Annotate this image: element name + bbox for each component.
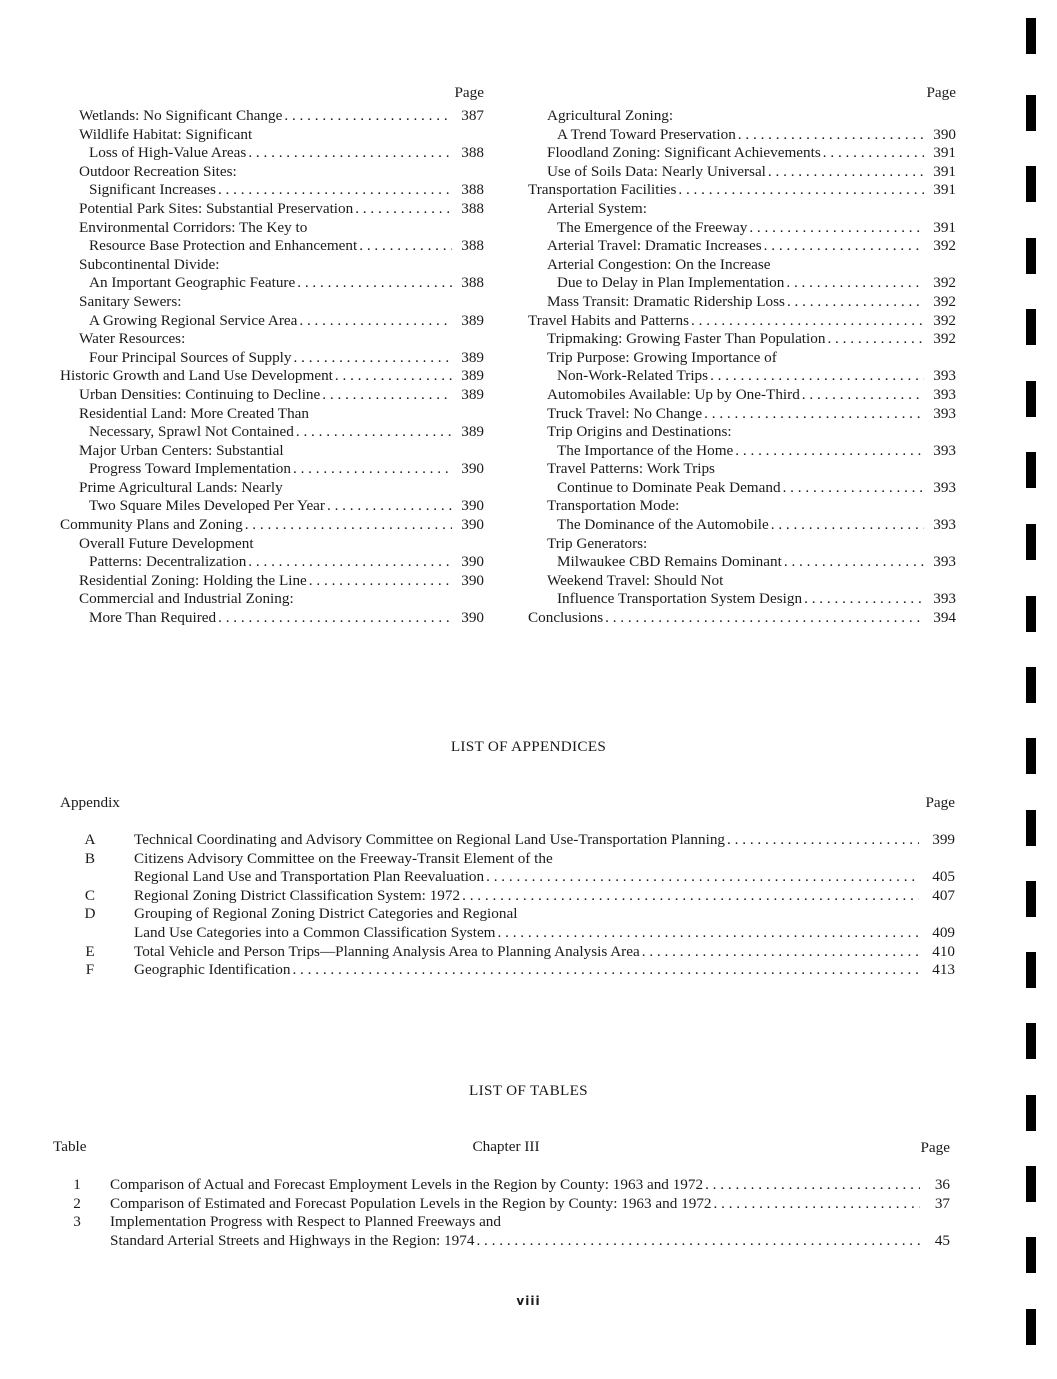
toc-entry-title: Floodland Zoning: Significant Achievements <box>547 144 821 162</box>
page-column-header: Page <box>454 84 484 101</box>
toc-entry <box>60 516 484 535</box>
toc-entry <box>528 535 956 554</box>
appendix-row-title: Regional Land Use and Transportation Plan Reevaluation <box>134 868 485 886</box>
toc-entry <box>60 126 484 145</box>
dot-leader <box>703 1176 920 1195</box>
toc-entry <box>528 497 956 516</box>
dot-leader <box>320 386 452 405</box>
dot-leader <box>784 274 924 293</box>
toc-entry-title: Trip Generators: <box>547 534 648 552</box>
toc-entry-page: 390 <box>461 609 484 627</box>
toc-entry-title: Resource Base Protection and Enhancement <box>89 237 358 255</box>
toc-entry <box>528 609 956 628</box>
dot-leader <box>216 181 452 200</box>
appendix-row-title: Regional Zoning District Classification System: 1972 <box>134 886 461 904</box>
edge-mark <box>1026 596 1036 632</box>
toc-entry <box>60 163 484 182</box>
toc-entry-title: Automobiles Available: Up by One-Third <box>547 385 800 403</box>
toc-entry <box>60 237 484 256</box>
dot-leader <box>484 868 919 887</box>
dot-leader <box>216 609 452 628</box>
dot-leader <box>802 590 924 609</box>
toc-entry <box>528 200 956 219</box>
appendix-row <box>60 887 955 906</box>
toc-entry-title: More Than Required <box>89 609 217 627</box>
toc-entry <box>60 535 484 554</box>
dot-leader <box>294 423 452 442</box>
appendix-row-key: E <box>85 942 95 960</box>
toc-entry <box>60 609 484 628</box>
table-page-label: Page <box>920 1139 950 1156</box>
dot-leader <box>781 479 924 498</box>
toc-entry-page: 388 <box>461 274 484 292</box>
edge-mark <box>1026 95 1036 131</box>
toc-entry <box>60 330 484 349</box>
table-column-label: Table <box>53 1138 87 1155</box>
dot-leader <box>246 553 452 572</box>
table-row-title: Implementation Progress with Respect to Planned Freeways and <box>110 1213 501 1231</box>
table-row-key: 2 <box>73 1194 81 1212</box>
appendix-list <box>60 831 955 980</box>
table-row-page: 45 <box>934 1231 950 1249</box>
appendix-row <box>60 831 955 850</box>
edge-mark <box>1026 1095 1036 1131</box>
toc-entry-page: 394 <box>933 609 956 627</box>
appendix-row-key: D <box>84 905 96 923</box>
toc-entry-page: 388 <box>461 144 484 162</box>
toc-entry-page: 390 <box>933 125 956 143</box>
toc-entry <box>60 479 484 498</box>
dot-leader <box>800 386 924 405</box>
toc-entry-page: 393 <box>933 516 956 534</box>
toc-entry-title: Residential Zoning: Holding the Line <box>79 571 307 589</box>
contents-right-column <box>528 84 956 628</box>
toc-entry-title: Environmental Corridors: The Key to <box>79 218 308 236</box>
toc-entry-page: 387 <box>461 107 484 124</box>
dot-leader <box>246 144 452 163</box>
contents-right-list <box>528 107 956 628</box>
dot-leader <box>725 831 919 850</box>
dot-leader <box>821 144 924 163</box>
toc-entry-title: Wildlife Habitat: Significant <box>79 125 253 143</box>
toc-entry-title: Four Principal Sources of Supply <box>89 348 292 366</box>
toc-entry-title: Tripmaking: Growing Faster Than Population <box>547 330 826 348</box>
toc-entry-title: Sanitary Sewers: <box>79 292 182 310</box>
tables-title: LIST OF TABLES <box>469 1082 588 1099</box>
edge-mark <box>1026 1309 1036 1345</box>
appendix-row-title: Grouping of Regional Zoning District Categories and Regional <box>134 905 518 923</box>
toc-entry-title: Mass Transit: Dramatic Ridership Loss <box>547 292 785 310</box>
edge-mark <box>1026 524 1036 560</box>
dot-leader <box>702 405 924 424</box>
dot-leader <box>782 553 924 572</box>
appendix-row-key: B <box>84 849 96 867</box>
toc-entry-title: The Dominance of the Automobile <box>557 516 769 534</box>
appendix-row-title: Citizens Advisory Committee on the Freeway-Transit Element of the <box>134 849 553 867</box>
toc-entry <box>528 293 956 312</box>
toc-entry-title: Travel Habits and Patterns <box>528 311 689 329</box>
toc-entry-title: Subcontinental Divide: <box>79 255 220 273</box>
appendix-row-title: Technical Coordinating and Advisory Committee on Regional Land Use-Transportation Planning <box>134 831 726 848</box>
toc-entry <box>60 590 484 609</box>
dot-leader <box>733 442 924 461</box>
toc-entry <box>60 405 484 424</box>
table-row <box>60 1213 950 1232</box>
toc-entry <box>528 553 956 572</box>
toc-entry <box>528 274 956 293</box>
dot-leader <box>769 516 924 535</box>
toc-entry-title: Milwaukee CBD Remains Dominant <box>557 553 782 571</box>
toc-entry-title: Trip Origins and Destinations: <box>547 423 732 441</box>
toc-entry-title: Trip Purpose: Growing Importance of <box>547 348 777 366</box>
toc-entry-title: The Importance of the Home <box>557 441 734 459</box>
edge-mark <box>1026 667 1036 703</box>
toc-entry <box>60 349 484 368</box>
appendix-row <box>60 961 955 980</box>
dot-leader <box>747 219 924 238</box>
toc-entry-title: Travel Patterns: Work Trips <box>547 460 715 478</box>
toc-entry-page: 390 <box>461 460 484 478</box>
toc-entry-page: 390 <box>461 497 484 515</box>
toc-entry <box>528 590 956 609</box>
toc-entry-title: Urban Densities: Continuing to Decline <box>79 385 321 403</box>
appendix-row-page: 410 <box>932 942 955 960</box>
toc-entry-title: Wetlands: No Significant Change <box>79 107 283 124</box>
dot-leader <box>496 924 920 943</box>
toc-entry-title: Outdoor Recreation Sites: <box>79 162 237 180</box>
toc-entry-title: Community Plans and Zoning <box>60 516 243 534</box>
toc-entry <box>60 386 484 405</box>
appendix-column-label: Appendix <box>60 794 120 811</box>
toc-entry <box>60 312 484 331</box>
toc-entry-title: Transportation Facilities <box>528 181 677 199</box>
toc-entry-title: An Important Geographic Feature <box>89 274 296 292</box>
dot-leader <box>290 961 919 980</box>
toc-entry-title: A Growing Regional Service Area <box>89 311 298 329</box>
appendix-row-page: 399 <box>932 831 955 848</box>
toc-entry <box>60 181 484 200</box>
toc-entry-title: Due to Delay in Plan Implementation <box>557 274 785 292</box>
toc-entry <box>528 516 956 535</box>
toc-entry-title: Potential Park Sites: Substantial Preservation <box>79 199 354 217</box>
dot-leader <box>282 107 452 126</box>
dot-leader <box>295 274 452 293</box>
toc-entry-page: 389 <box>461 348 484 366</box>
dot-leader <box>785 293 924 312</box>
toc-entry <box>528 367 956 386</box>
toc-entry <box>528 349 956 368</box>
toc-entry-title: Conclusions <box>528 609 604 627</box>
toc-entry-title: Residential Land: More Created Than <box>79 404 309 422</box>
toc-entry <box>60 460 484 479</box>
dot-leader <box>460 887 919 906</box>
toc-entry <box>528 460 956 479</box>
toc-entry <box>528 219 956 238</box>
toc-entry-title: Loss of High-Value Areas <box>89 144 247 162</box>
dot-leader <box>736 126 924 145</box>
edge-mark <box>1026 1023 1036 1059</box>
dot-leader <box>708 367 924 386</box>
toc-entry-page: 388 <box>461 181 484 199</box>
table-row-title: Standard Arterial Streets and Highways in the Region: 1974 <box>110 1231 475 1249</box>
edge-mark <box>1026 452 1036 488</box>
dot-leader <box>689 312 924 331</box>
toc-entry <box>528 126 956 145</box>
toc-entry <box>528 237 956 256</box>
toc-entry-title: Necessary, Sprawl Not Contained <box>89 423 294 441</box>
appendix-row-key: C <box>84 886 96 904</box>
table-list <box>60 1176 950 1250</box>
toc-entry-title: The Emergence of the Freeway <box>557 218 748 236</box>
toc-entry-page: 391 <box>933 181 956 199</box>
toc-entry <box>60 423 484 442</box>
appendix-row-page: 409 <box>932 923 955 941</box>
toc-entry-page: 388 <box>461 199 484 217</box>
toc-entry-title: Continue to Dominate Peak Demand <box>557 478 781 496</box>
dot-leader <box>766 163 924 182</box>
dot-leader <box>603 609 924 628</box>
table-row-page: 37 <box>934 1194 950 1212</box>
toc-entry <box>528 312 956 331</box>
toc-entry <box>60 144 484 163</box>
toc-entry-page: 393 <box>933 553 956 571</box>
toc-entry-page: 392 <box>933 274 956 292</box>
page-number: viii <box>516 1294 541 1308</box>
table-row-key: 1 <box>73 1176 81 1193</box>
toc-entry <box>60 107 484 126</box>
toc-entry <box>528 479 956 498</box>
toc-entry <box>60 256 484 275</box>
toc-entry-page: 393 <box>933 367 956 385</box>
appendix-page-label: Page <box>925 794 955 811</box>
toc-entry-title: Weekend Travel: Should Not <box>547 571 724 589</box>
edge-mark <box>1026 810 1036 846</box>
scan-edge-marks <box>1026 0 1046 1379</box>
toc-entry-page: 390 <box>461 516 484 534</box>
appendix-row-key: A <box>84 831 96 848</box>
toc-entry <box>528 442 956 461</box>
table-row <box>60 1232 950 1251</box>
toc-entry <box>60 367 484 386</box>
dot-leader <box>307 572 452 591</box>
appendix-row <box>60 850 955 869</box>
toc-entry-page: 392 <box>933 237 956 255</box>
toc-entry-title: Prime Agricultural Lands: Nearly <box>79 478 283 496</box>
table-row <box>60 1195 950 1214</box>
toc-entry-title: Commercial and Industrial Zoning: <box>79 590 294 608</box>
appendices-title: LIST OF APPENDICES <box>450 738 607 755</box>
toc-entry-title: Truck Travel: No Change <box>547 404 703 422</box>
toc-entry-page: 391 <box>933 162 956 180</box>
edge-mark <box>1026 738 1036 774</box>
toc-entry <box>528 256 956 275</box>
toc-entry-title: Arterial Travel: Dramatic Increases <box>547 237 762 255</box>
toc-entry-title: Major Urban Centers: Substantial <box>79 441 284 459</box>
appendix-row <box>60 905 955 924</box>
edge-mark <box>1026 309 1036 345</box>
toc-entry <box>60 442 484 461</box>
dot-leader <box>333 367 452 386</box>
page-column-header: Page <box>926 84 956 101</box>
toc-entry <box>60 572 484 591</box>
toc-entry <box>60 293 484 312</box>
dot-leader <box>762 237 924 256</box>
toc-entry-title: Agricultural Zoning: <box>547 107 674 124</box>
toc-entry-page: 393 <box>933 478 956 496</box>
edge-mark <box>1026 381 1036 417</box>
appendix-row-page: 413 <box>932 961 955 979</box>
table-row <box>60 1176 950 1195</box>
toc-entry-page: 389 <box>461 385 484 403</box>
toc-entry-title: Significant Increases <box>89 181 216 199</box>
appendix-row-title: Geographic Identification <box>134 961 291 979</box>
toc-entry <box>60 274 484 293</box>
toc-entry-title: Historic Growth and Land Use Development <box>60 367 333 385</box>
table-row-key: 3 <box>73 1213 81 1231</box>
edge-mark <box>1026 881 1036 917</box>
appendix-row-page: 407 <box>932 886 955 904</box>
dot-leader <box>243 516 452 535</box>
toc-entry <box>60 497 484 516</box>
toc-entry-page: 390 <box>461 571 484 589</box>
toc-entry-page: 389 <box>461 423 484 441</box>
toc-entry <box>528 386 956 405</box>
toc-entry-page: 389 <box>461 311 484 329</box>
dot-leader <box>297 312 452 331</box>
dot-leader <box>712 1195 920 1214</box>
toc-entry-title: Two Square Miles Developed Per Year <box>89 497 325 515</box>
appendix-row <box>60 943 955 962</box>
toc-entry-title: Influence Transportation System Design <box>557 590 803 608</box>
toc-entry-title: Use of Soils Data: Nearly Universal <box>547 162 766 180</box>
toc-entry-title: Overall Future Development <box>79 534 254 552</box>
toc-entry-page: 392 <box>933 292 956 310</box>
appendix-row <box>60 924 955 943</box>
toc-entry <box>60 219 484 238</box>
appendix-row-key: F <box>85 961 95 979</box>
appendix-row <box>60 868 955 887</box>
toc-entry <box>528 107 956 126</box>
toc-entry <box>528 572 956 591</box>
table-row-title: Comparison of Actual and Forecast Employment Levels in the Region by County: 1963 and 1972 <box>110 1176 704 1193</box>
toc-entry-title: Arterial System: <box>547 199 647 217</box>
dot-leader <box>357 237 452 256</box>
toc-entry <box>528 330 956 349</box>
chapter-label: Chapter III <box>472 1138 540 1155</box>
toc-entry <box>528 144 956 163</box>
toc-entry-page: 388 <box>461 237 484 255</box>
edge-mark <box>1026 238 1036 274</box>
toc-entry-title: Water Resources: <box>79 330 186 348</box>
dot-leader <box>640 943 919 962</box>
toc-entry-title: Patterns: Decentralization <box>89 553 247 571</box>
toc-entry-page: 392 <box>933 330 956 348</box>
toc-entry-page: 393 <box>933 590 956 608</box>
toc-entry-page: 391 <box>933 144 956 162</box>
dot-leader <box>292 349 453 368</box>
toc-entry <box>60 200 484 219</box>
toc-entry-page: 390 <box>461 553 484 571</box>
toc-entry-page: 391 <box>933 218 956 236</box>
toc-entry-page: 389 <box>461 367 484 385</box>
toc-entry <box>528 405 956 424</box>
toc-entry-page: 393 <box>933 441 956 459</box>
dot-leader <box>291 460 452 479</box>
toc-entry-page: 393 <box>933 404 956 422</box>
toc-entry <box>528 163 956 182</box>
table-row-title: Comparison of Estimated and Forecast Population Levels in the Region by County: 1963 and 1972 <box>110 1194 712 1212</box>
edge-mark <box>1026 166 1036 202</box>
toc-entry-title: Progress Toward Implementation <box>89 460 291 478</box>
appendix-row-title: Land Use Categories into a Common Classification System <box>134 923 496 941</box>
table-row-page: 36 <box>934 1176 950 1193</box>
toc-entry-title: Transportation Mode: <box>547 497 680 515</box>
toc-entry-page: 393 <box>933 385 956 403</box>
toc-entry-page: 392 <box>933 311 956 329</box>
toc-entry-title: A Trend Toward Preservation <box>557 125 736 143</box>
dot-leader <box>825 330 924 349</box>
dot-leader <box>474 1232 920 1251</box>
edge-mark <box>1026 1166 1036 1202</box>
edge-mark <box>1026 18 1036 54</box>
toc-entry-title: Non-Work-Related Trips <box>557 367 709 385</box>
appendix-row-title: Total Vehicle and Person Trips—Planning Analysis Area to Planning Analysis Area <box>134 942 640 960</box>
dot-leader <box>353 200 452 219</box>
toc-entry-title: Arterial Congestion: On the Increase <box>547 255 771 273</box>
appendix-row-page: 405 <box>932 868 955 886</box>
toc-entry <box>528 181 956 200</box>
contents-left-list <box>60 107 484 628</box>
contents-left-column <box>60 84 484 628</box>
edge-mark <box>1026 952 1036 988</box>
edge-mark <box>1026 1237 1036 1273</box>
toc-entry <box>528 423 956 442</box>
dot-leader <box>676 181 924 200</box>
dot-leader <box>325 497 452 516</box>
toc-entry <box>60 553 484 572</box>
